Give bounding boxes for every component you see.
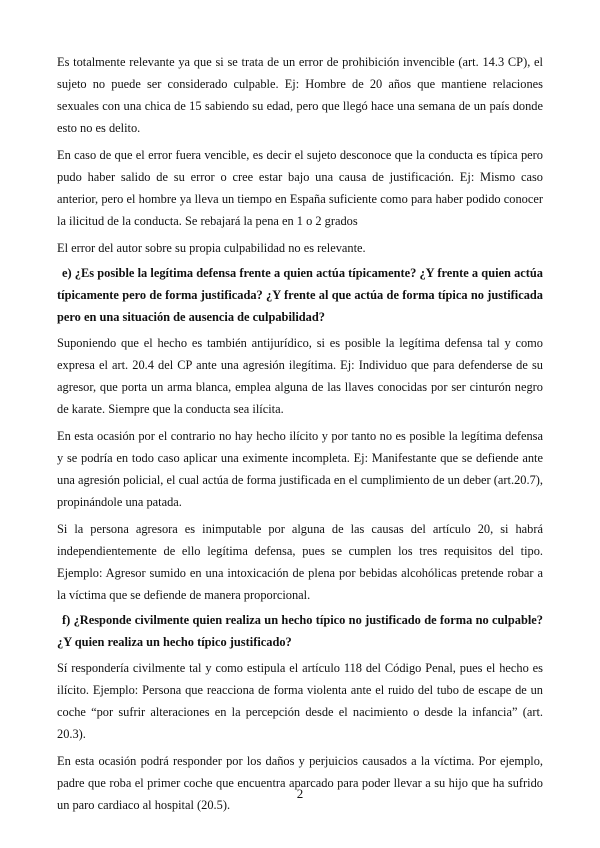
section-e-heading-text: e) ¿Es posible la legítima defensa frente a quien actúa típicamente? ¿Y frente a quien actúa típicamente pero de forma justificada? ¿Y frente al que actúa de forma típica no justificada pero en una situación de ausencia de culpabilidad? [57, 266, 543, 324]
section-f-heading-text: f) ¿Responde civilmente quien realiza un hecho típico no justificado de forma no culpable? ¿Y quien realiza un hecho típico justificado? [57, 613, 543, 649]
section-e-heading [57, 262, 543, 328]
section-f-paragraph-1: Sí respondería civilmente tal y como estipula el artículo 118 del Código Penal, pues el hecho es ilícito. Ejemplo: Persona que reacciona de forma violenta ante el ruido del tubo de escape de un coche “por sufrir alteraciones en la percepción desde el nacimiento o desde la infancia” (art. 20.3). [57, 661, 543, 741]
paragraph-own-culpability: El error del autor sobre su propia culpabilidad no es relevante. [57, 241, 366, 255]
page-number: 2 [296, 786, 304, 801]
paragraph-invincible-error: Es totalmente relevante ya que si se trata de un error de prohibición invencible (art. 14.3 CP), el sujeto no puede ser considerado culpable. Ej: Hombre de 20 años que mantiene relaciones sexuales con una chica de 15 sabiendo su edad, pero que llegó hace una semana de un país donde esto no es delito. [57, 55, 543, 135]
section-e-paragraph-1: Suponiendo que el hecho es también antijurídico, si es posible la legítima defensa tal y como expresa el art. 20.4 del CP ante una agresión ilegítima. Ej: Individuo que para defenderse de su agresor, que porta un arma blanca, emplea alguna de las llaves conocidas por ser cinturón negro de karate. Siempre que la conducta sea ilícita. [57, 336, 543, 416]
section-f-heading [57, 609, 543, 653]
section-f-paragraph-2: En esta ocasión podrá responder por los daños y perjuicios causados a la víctima. Por ejemplo, padre que roba el primer coche que encuentra aparcado para poder llevar a su hijo que ha sufrido un paro cardiaco al hospital (20.5). [57, 754, 543, 812]
section-e-paragraph-2: En esta ocasión por el contrario no hay hecho ilícito y por tanto no es posible la legítima defensa y se podría en todo caso aplicar una eximente incompleta. Ej: Manifestante que se defiende ante una agresión policial, el cual actúa de forma justificada en el cumplimiento de un deber (art.20.7), propinándole una patada. [57, 429, 543, 509]
page-body [57, 51, 543, 821]
section-e-paragraph-3: Si la persona agresora es inimputable por alguna de las causas del artículo 20, si habrá independientemente de ello legítima defensa, pues se cumplen los tres requisitos del tipo. Ejemplo: Agresor sumido en una intoxicación de plena por bebidas alcohólicas pretende robar a la víctima que se defiende de manera proporcional. [57, 522, 543, 602]
paragraph-vincible-error: En caso de que el error fuera vencible, es decir el sujeto desconoce que la conducta es típica pero pudo haber salido de su error o cree estar bajo una causa de justificación. Ej: Mismo caso anterior, pero el hombre ya lleva un tiempo en España suficiente como para haber podido conocer la ilicitud de la conducta. Se rebajará la pena en 1 o 2 grados [57, 148, 543, 228]
